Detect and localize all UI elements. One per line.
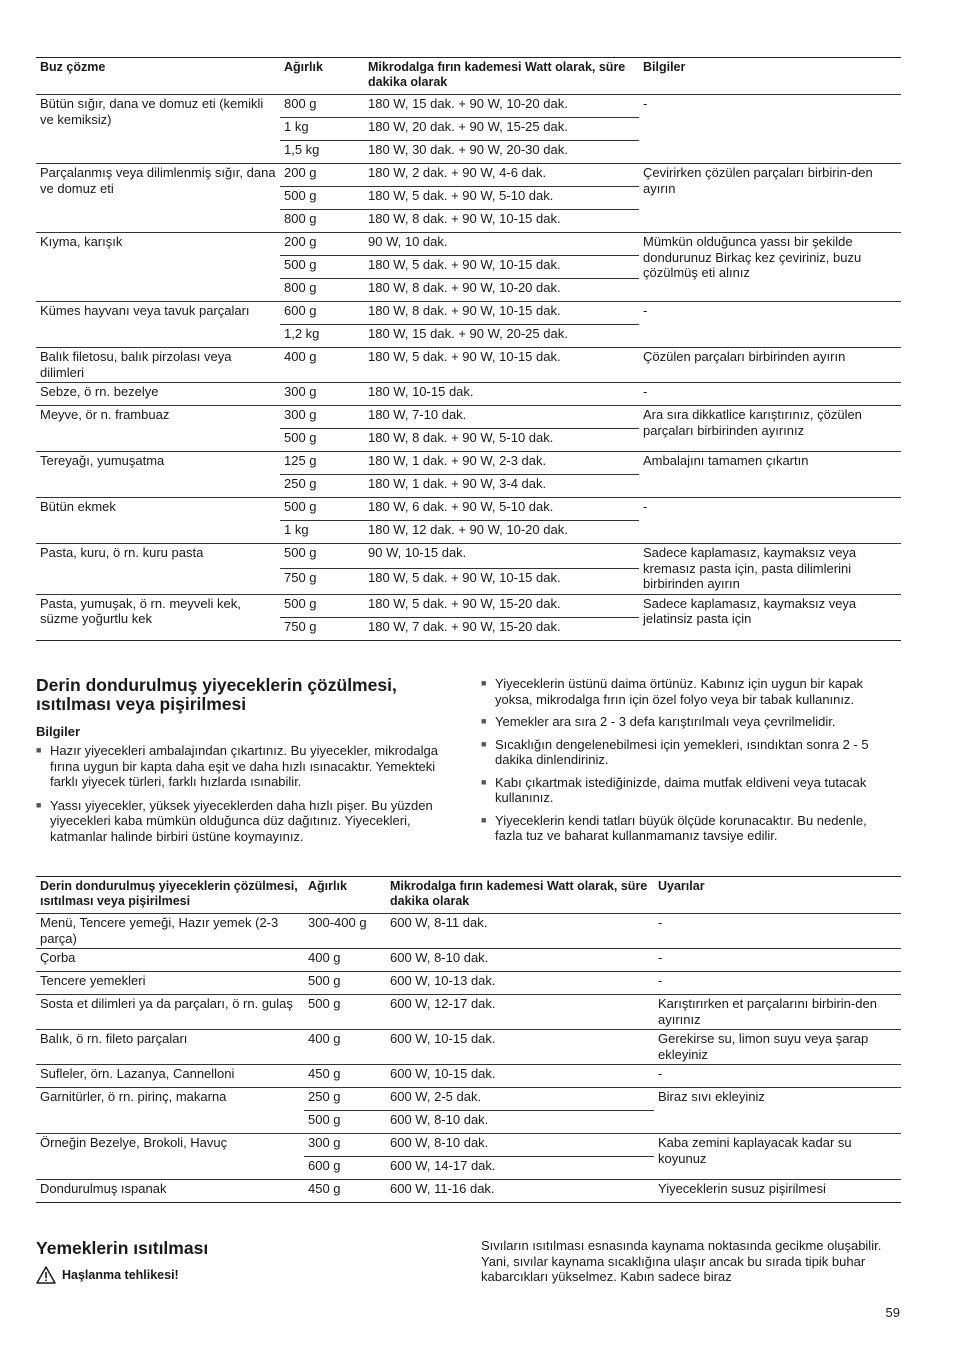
- header-cell: Bilgiler: [643, 60, 686, 74]
- weight-cell: 800 g: [280, 210, 364, 233]
- setting-cell: 600 W, 14-17 dak.: [386, 1157, 654, 1180]
- weight-cell: 500 g: [280, 498, 364, 521]
- weight-cell: 750 g: [280, 617, 364, 640]
- table-row: [36, 1065, 901, 1088]
- table-row: [36, 498, 901, 521]
- defrost-table: [36, 57, 901, 641]
- header-cell: Derin dondurulmuş yiyeceklerin çözülmesi, ısıtılması veya pişirilmesi: [40, 879, 298, 908]
- note-cell: -: [654, 1065, 901, 1088]
- food-cell: Bütün ekmek: [36, 498, 280, 544]
- weight-cell: 500 g: [280, 187, 364, 210]
- left-bullet-list: [36, 743, 448, 851]
- list-item: ■ Yiyeceklerin kendi tatları büyük ölçüde korunacaktır. Bu nedenle, fazla tuz ve baharat kullanmamanız tavsiye edilir.: [481, 813, 893, 844]
- weight-cell: 800 g: [280, 95, 364, 118]
- setting-cell: 180 W, 7 dak. + 90 W, 15-20 dak.: [364, 617, 639, 640]
- note-cell: Sadece kaplamasız, kaymaksız veya kremasız pasta için, pasta dilimlerini birbirinden ayırın: [639, 544, 901, 595]
- food-cell: Pasta, kuru, ö rn. kuru pasta: [36, 544, 280, 595]
- setting-cell: 180 W, 20 dak. + 90 W, 15-25 dak.: [364, 118, 639, 141]
- setting-cell: 180 W, 10-15 dak.: [364, 383, 639, 406]
- table-row: [36, 302, 901, 325]
- setting-cell: 180 W, 5 dak. + 90 W, 15-20 dak.: [364, 594, 639, 617]
- weight-cell: 450 g: [304, 1180, 386, 1203]
- note-cell: -: [654, 972, 901, 995]
- food-cell: Menü, Tencere yemeği, Hazır yemek (2-3 parça): [36, 914, 304, 949]
- setting-cell: 180 W, 8 dak. + 90 W, 10-15 dak.: [364, 210, 639, 233]
- header-cell: Uyarılar: [658, 879, 705, 893]
- food-cell: Örneğin Bezelye, Brokoli, Havuç: [36, 1134, 304, 1180]
- setting-cell: 600 W, 10-15 dak.: [386, 1030, 654, 1065]
- weight-cell: 750 g: [280, 569, 364, 594]
- table-row: [36, 914, 901, 949]
- food-cell: Sufleler, örn. Lazanya, Cannelloni: [36, 1065, 304, 1088]
- weight-cell: 500 g: [280, 544, 364, 569]
- header-cell: Ağırlık: [284, 60, 323, 74]
- table-row: [36, 1134, 901, 1157]
- weight-cell: 200 g: [280, 233, 364, 256]
- note-cell: Karıştırırken et parçalarını birbirin-den ayırınız: [654, 995, 901, 1030]
- setting-cell: 180 W, 5 dak. + 90 W, 5-10 dak.: [364, 187, 639, 210]
- note-cell: Biraz sıvı ekleyiniz: [654, 1088, 901, 1134]
- table-row: [36, 594, 901, 617]
- list-item: ■ Kabı çıkartmak istediğinizde, daima mutfak eldiveni veya tutacak kullanınız.: [481, 775, 893, 806]
- weight-cell: 600 g: [304, 1157, 386, 1180]
- list-item: ■ Yemekler ara sıra 2 - 3 defa karıştırılmalı veya çevrilmelidir.: [481, 714, 893, 730]
- food-cell: Tereyağı, yumuşatma: [36, 452, 280, 498]
- weight-cell: 400 g: [304, 1030, 386, 1065]
- right-bullet-list: [481, 676, 893, 851]
- note-cell: Gerekirse su, limon suyu veya şarap ekleyiniz: [654, 1030, 901, 1065]
- weight-cell: 800 g: [280, 279, 364, 302]
- header-cell: Mikrodalga fırın kademesi Watt olarak, süre dakika olarak: [390, 879, 648, 908]
- food-cell: Dondurulmuş ıspanak: [36, 1180, 304, 1203]
- setting-cell: 180 W, 5 dak. + 90 W, 10-15 dak.: [364, 569, 639, 594]
- header-cell: Ağırlık: [308, 879, 347, 893]
- setting-cell: 600 W, 8-11 dak.: [386, 914, 654, 949]
- setting-cell: 180 W, 6 dak. + 90 W, 5-10 dak.: [364, 498, 639, 521]
- setting-cell: 600 W, 8-10 dak.: [386, 1134, 654, 1157]
- note-cell: -: [639, 95, 901, 164]
- food-cell: Sosta et dilimleri ya da parçaları, ö rn. gulaş: [36, 995, 304, 1030]
- food-cell: Kıyma, karışık: [36, 233, 280, 302]
- food-cell: Meyve, ör n. frambuaz: [36, 406, 280, 452]
- list-item: ■ Yassı yiyecekler, yüksek yiyeceklerden daha hızlı pişer. Bu yüzden yiyecekleri kaba mümkün olduğunca düz dağıtınız. Yiyecekleri, katmanlar halinde birbiri üstüne koymayınız.: [36, 798, 448, 845]
- setting-cell: 180 W, 15 dak. + 90 W, 20-25 dak.: [364, 325, 639, 348]
- setting-cell: 600 W, 10-13 dak.: [386, 972, 654, 995]
- table-row: [36, 233, 901, 256]
- food-cell: Garnitürler, ö rn. pirinç, makarna: [36, 1088, 304, 1134]
- table-row: [36, 972, 901, 995]
- setting-cell: 180 W, 12 dak. + 90 W, 10-20 dak.: [364, 521, 639, 544]
- setting-cell: 180 W, 7-10 dak.: [364, 406, 639, 429]
- warning-line: [36, 1266, 179, 1284]
- note-cell: Ambalajını tamamen çıkartın: [639, 452, 901, 498]
- section-subtitle: Bilgiler: [36, 724, 81, 739]
- table-row: [36, 383, 901, 406]
- table-row: [36, 406, 901, 429]
- setting-cell: 600 W, 8-10 dak.: [386, 1111, 654, 1134]
- food-cell: Tencere yemekleri: [36, 972, 304, 995]
- food-cell: Çorba: [36, 949, 304, 972]
- weight-cell: 250 g: [304, 1088, 386, 1111]
- table-header: [36, 58, 901, 95]
- table-row: [36, 1030, 901, 1065]
- setting-cell: 180 W, 1 dak. + 90 W, 2-3 dak.: [364, 452, 639, 475]
- setting-cell: 600 W, 8-10 dak.: [386, 949, 654, 972]
- warning-label: Haşlanma tehlikesi!: [62, 1268, 179, 1282]
- weight-cell: 500 g: [304, 995, 386, 1030]
- frozen-food-table: [36, 876, 901, 1203]
- weight-cell: 500 g: [280, 429, 364, 452]
- setting-cell: 90 W, 10-15 dak.: [364, 544, 639, 569]
- weight-cell: 500 g: [280, 594, 364, 617]
- weight-cell: 250 g: [280, 475, 364, 498]
- table-row: [36, 544, 901, 569]
- setting-cell: 180 W, 1 dak. + 90 W, 3-4 dak.: [364, 475, 639, 498]
- weight-cell: 1 kg: [280, 521, 364, 544]
- food-cell: Balık, ö rn. fileto parçaları: [36, 1030, 304, 1065]
- note-cell: Kaba zemini kaplayacak kadar su koyunuz: [654, 1134, 901, 1180]
- page-number: 59: [885, 1305, 900, 1320]
- setting-cell: 180 W, 15 dak. + 90 W, 10-20 dak.: [364, 95, 639, 118]
- weight-cell: 1,2 kg: [280, 325, 364, 348]
- weight-cell: 1 kg: [280, 118, 364, 141]
- weight-cell: 500 g: [304, 972, 386, 995]
- list-item: ■ Hazır yiyecekleri ambalajından çıkartınız. Bu yiyecekler, mikrodalga fırına uygun bir kapta daha eşit ve daha hızlı ısınacaktır. Yemekteki farklı yiyecek türleri, farklı hızlarda ısınabilir.: [36, 743, 448, 790]
- weight-cell: 400 g: [304, 949, 386, 972]
- weight-cell: 125 g: [280, 452, 364, 475]
- setting-cell: 180 W, 8 dak. + 90 W, 10-20 dak.: [364, 279, 639, 302]
- note-cell: Sadece kaplamasız, kaymaksız veya jelatinsiz pasta için: [639, 594, 901, 640]
- setting-cell: 600 W, 12-17 dak.: [386, 995, 654, 1030]
- weight-cell: 300 g: [280, 406, 364, 429]
- table-row: [36, 452, 901, 475]
- food-cell: Pasta, yumuşak, ö rn. meyveli kek, süzme yoğurtlu kek: [36, 594, 280, 640]
- weight-cell: 300-400 g: [304, 914, 386, 949]
- table-row: [36, 1088, 901, 1111]
- weight-cell: 450 g: [304, 1065, 386, 1088]
- setting-cell: 600 W, 11-16 dak.: [386, 1180, 654, 1203]
- food-cell: Kümes hayvanı veya tavuk parçaları: [36, 302, 280, 348]
- note-cell: Çevirirken çözülen parçaları birbirin-den ayırın: [639, 164, 901, 233]
- setting-cell: 600 W, 10-15 dak.: [386, 1065, 654, 1088]
- table-row: [36, 995, 901, 1030]
- food-cell: Parçalanmış veya dilimlenmiş sığır, dana ve domuz eti: [36, 164, 280, 233]
- setting-cell: 180 W, 8 dak. + 90 W, 10-15 dak.: [364, 302, 639, 325]
- header-cell: Mikrodalga fırın kademesi Watt olarak, süre dakika olarak: [368, 60, 626, 89]
- setting-cell: 180 W, 30 dak. + 90 W, 20-30 dak.: [364, 141, 639, 164]
- warning-triangle-icon: [36, 1266, 56, 1284]
- note-cell: -: [639, 498, 901, 544]
- table-row: [36, 164, 901, 187]
- note-cell: -: [639, 302, 901, 348]
- weight-cell: 400 g: [280, 348, 364, 383]
- food-cell: Bütün sığır, dana ve domuz eti (kemikli ve kemiksiz): [36, 95, 280, 164]
- table-row: [36, 95, 901, 118]
- table-row: [36, 949, 901, 972]
- weight-cell: 300 g: [304, 1134, 386, 1157]
- setting-cell: 90 W, 10 dak.: [364, 233, 639, 256]
- table-header: [36, 877, 901, 914]
- weight-cell: 500 g: [304, 1111, 386, 1134]
- setting-cell: 180 W, 8 dak. + 90 W, 5-10 dak.: [364, 429, 639, 452]
- note-cell: -: [639, 383, 901, 406]
- table-row: [36, 1180, 901, 1203]
- table-row: [36, 348, 901, 383]
- weight-cell: 200 g: [280, 164, 364, 187]
- section-title-2: Yemeklerin ısıtılması: [36, 1238, 209, 1258]
- note-cell: Yiyeceklerin susuz pişirilmesi: [654, 1180, 901, 1203]
- food-cell: Sebze, ö rn. bezelye: [36, 383, 280, 406]
- note-cell: Çözülen parçaları birbirinden ayırın: [639, 348, 901, 383]
- setting-cell: 180 W, 5 dak. + 90 W, 10-15 dak.: [364, 348, 639, 383]
- weight-cell: 1,5 kg: [280, 141, 364, 164]
- weight-cell: 500 g: [280, 256, 364, 279]
- note-cell: -: [654, 914, 901, 949]
- section-title: Derin dondurulmuş yiyeceklerin çözülmesi, ısıtılması veya pişirilmesi: [36, 675, 397, 714]
- list-item: ■ Yiyeceklerin üstünü daima örtünüz. Kabınız için uygun bir kapak yoksa, mikrodalga fırın için özel folyo veya bir tabak kullanınız.: [481, 676, 893, 707]
- list-item: ■ Sıcaklığın dengelenebilmesi için yemekleri, ısındıktan sonra 2 - 5 dakika dinlendiriniz.: [481, 737, 893, 768]
- note-cell: Ara sıra dikkatlice karıştırınız, çözülen parçaları birbirinden ayırınız: [639, 406, 901, 452]
- setting-cell: 600 W, 2-5 dak.: [386, 1088, 654, 1111]
- setting-cell: 180 W, 5 dak. + 90 W, 10-15 dak.: [364, 256, 639, 279]
- setting-cell: 180 W, 2 dak. + 90 W, 4-6 dak.: [364, 164, 639, 187]
- weight-cell: 300 g: [280, 383, 364, 406]
- weight-cell: 600 g: [280, 302, 364, 325]
- food-cell: Balık filetosu, balık pirzolası veya dilimleri: [36, 348, 280, 383]
- heating-paragraph: Sıvıların ısıtılması esnasında kaynama noktasında gecikme oluşabilir. Yani, sıvılar kaynama sıcaklığına ulaşır ancak bu sırada tipik buhar kabarcıkları yükselmez. Kabın sadece biraz: [481, 1238, 882, 1284]
- header-cell: Buz çözme: [40, 60, 106, 74]
- note-cell: -: [654, 949, 901, 972]
- note-cell: Mümkün olduğunca yassı bir şekilde dondurunuz Birkaç kez çeviriniz, buzu çözülmüş eti alınız: [639, 233, 901, 302]
